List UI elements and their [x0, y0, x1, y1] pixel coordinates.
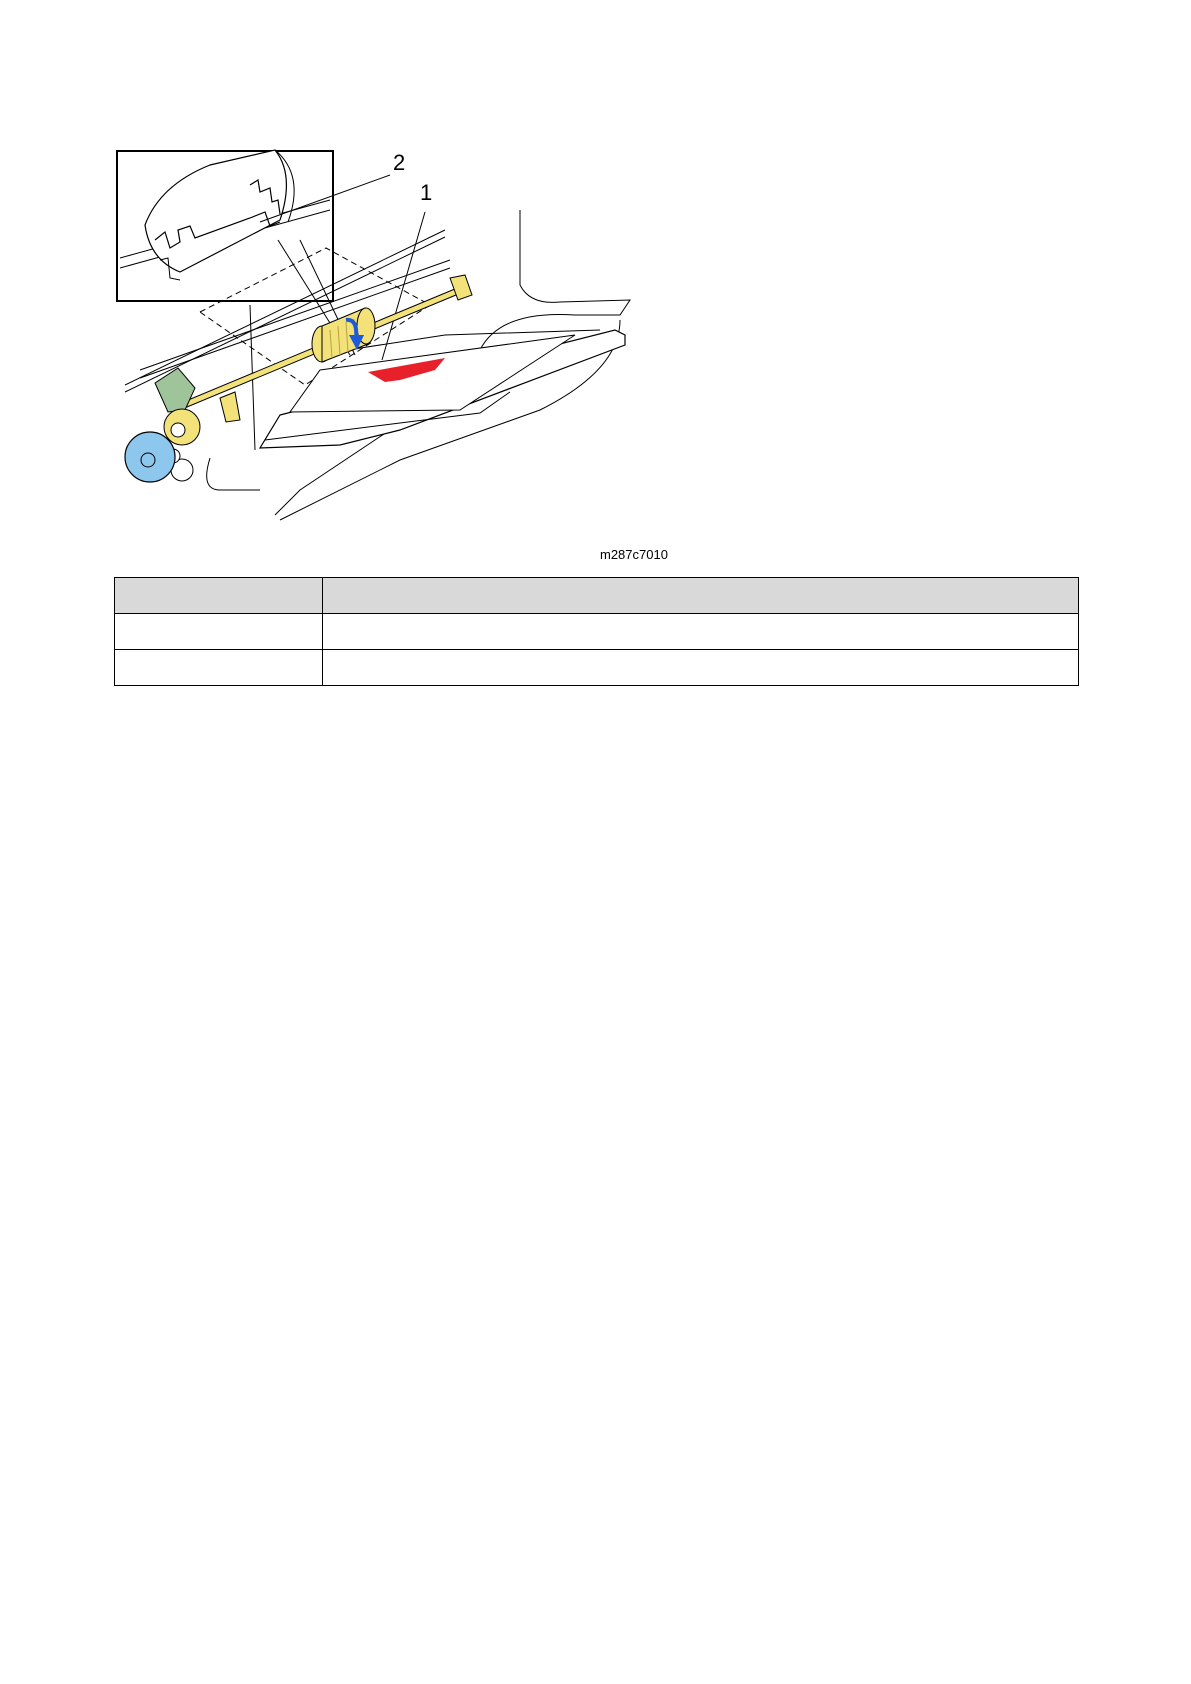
- inset-detail-box: [117, 150, 333, 301]
- table-cell: [115, 614, 323, 650]
- table-row: [115, 650, 1079, 686]
- table-cell: [323, 650, 1079, 686]
- header-cell: [323, 578, 1079, 614]
- table-header-row: [115, 578, 1079, 614]
- feed-roller: [312, 308, 375, 362]
- paper-feed-roller-illustration: [100, 130, 690, 570]
- parts-table: [114, 577, 1079, 686]
- figure-code: m287c7010: [600, 547, 668, 562]
- table-cell: [115, 650, 323, 686]
- callout-2: 2: [393, 150, 406, 175]
- callout-1: 1: [420, 180, 433, 205]
- table-cell: [323, 614, 1079, 650]
- header-cell: [115, 578, 323, 614]
- table-row: [115, 614, 1079, 650]
